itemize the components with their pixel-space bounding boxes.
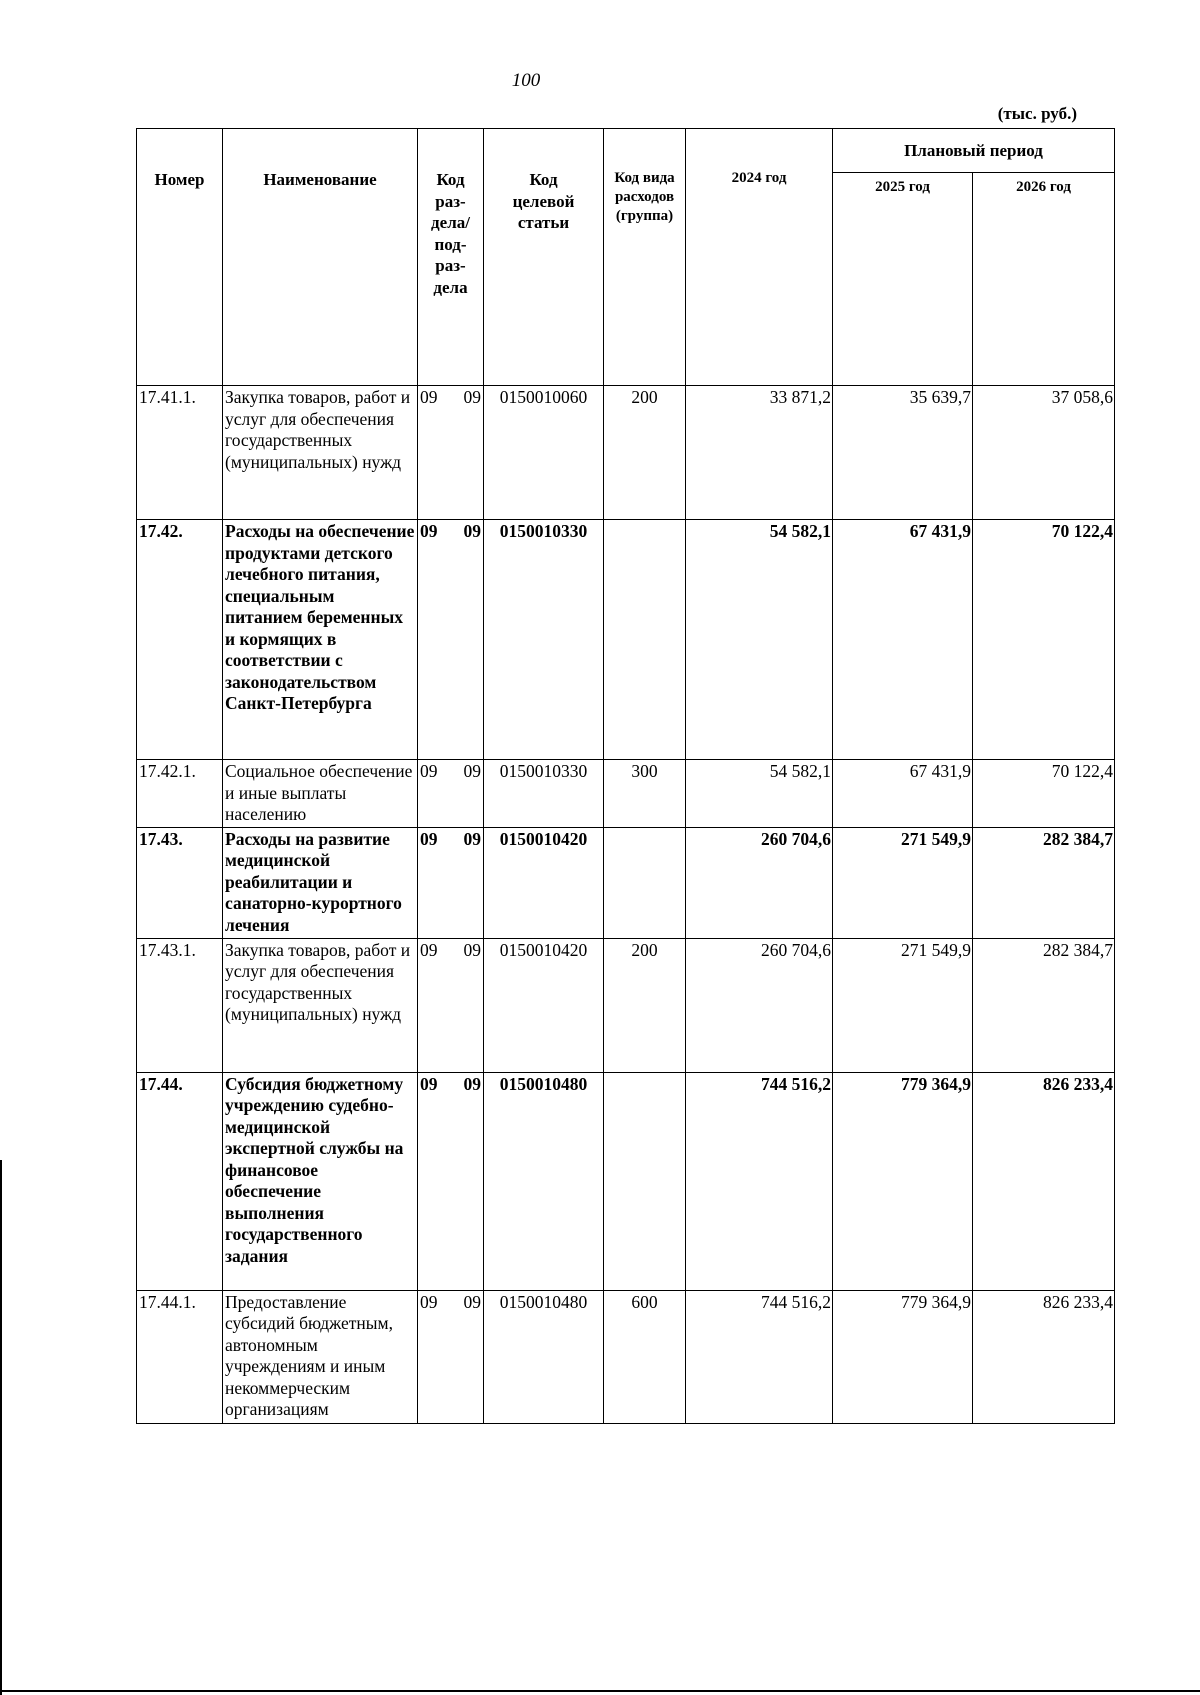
- table-row: [137, 760, 1115, 828]
- row-subsection-code: 09: [463, 828, 481, 849]
- units-label: (тыс. руб.): [997, 104, 1077, 123]
- row-amount-2024: 260 704,6: [686, 938, 833, 1072]
- row-section-code: 09: [420, 387, 438, 407]
- table-row: [137, 827, 1115, 938]
- row-section-code: 09: [420, 521, 438, 541]
- header-target: [484, 129, 604, 386]
- row-expense-code: [604, 1072, 686, 1290]
- header-target-line: Код: [529, 170, 558, 189]
- row-target-code: 0150010480: [484, 1072, 604, 1290]
- row-subsection-code: 09: [463, 1073, 481, 1094]
- row-name: Расходы на обеспечение продуктами детского лечебного питания, специальным питанием беременных и кормящих в соответствии с законодательством Санкт-Петербурга: [223, 520, 418, 760]
- header-section: [418, 129, 484, 386]
- row-amount-2024: 744 516,2: [686, 1290, 833, 1423]
- row-amount-2025: 35 639,7: [833, 386, 973, 520]
- row-expense-code: 300: [604, 760, 686, 828]
- row-amount-2026: 37 058,6: [973, 386, 1115, 520]
- row-target-code: 0150010420: [484, 827, 604, 938]
- row-target-code: 0150010480: [484, 1290, 604, 1423]
- row-number: 17.43.1.: [137, 938, 223, 1072]
- table-row: [137, 386, 1115, 520]
- header-2025: 2025 год: [833, 172, 973, 385]
- row-section: [418, 1072, 484, 1290]
- row-section-code: 09: [420, 761, 438, 781]
- row-amount-2024: 744 516,2: [686, 1072, 833, 1290]
- header-section-line: раз-: [435, 191, 466, 211]
- header-target-line: статьи: [517, 213, 570, 232]
- row-section: [418, 1290, 484, 1423]
- row-section-code: 09: [420, 1073, 438, 1094]
- row-name: Расходы на развитие медицинской реабилитации и санаторно-курортного лечения: [223, 827, 418, 938]
- row-amount-2024: 260 704,6: [686, 827, 833, 938]
- header-expense-line: Код вида: [614, 170, 675, 186]
- header-section-line: Код: [436, 170, 465, 189]
- row-number: 17.42.: [137, 520, 223, 760]
- row-amount-2025: 779 364,9: [833, 1072, 973, 1290]
- header-expense-line: расходов: [614, 189, 675, 205]
- row-amount-2025: 779 364,9: [833, 1290, 973, 1423]
- header-2024: 2024 год: [686, 129, 833, 386]
- row-amount-2026: 826 233,4: [973, 1290, 1115, 1423]
- row-section: [418, 520, 484, 760]
- row-name: Социальное обеспечение и иные выплаты населению: [223, 760, 418, 828]
- row-target-code: 0150010420: [484, 938, 604, 1072]
- row-subsection-code: 09: [463, 761, 481, 781]
- row-expense-code: 600: [604, 1290, 686, 1423]
- header-planned-period: Плановый период: [833, 129, 1115, 173]
- row-name: Закупка товаров, работ и услуг для обеспечения государственных (муниципальных) нужд: [223, 938, 418, 1072]
- scan-edge-bottom: [0, 1690, 1200, 1692]
- row-target-code: 0150010330: [484, 520, 604, 760]
- row-section: [418, 760, 484, 828]
- table-row: [137, 938, 1115, 1072]
- header-number: Номер: [137, 129, 223, 386]
- row-section: [418, 827, 484, 938]
- row-expense-code: 200: [604, 386, 686, 520]
- row-amount-2025: 271 549,9: [833, 827, 973, 938]
- header-section-line: дела/: [431, 213, 470, 232]
- row-target-code: 0150010060: [484, 386, 604, 520]
- row-target-code: 0150010330: [484, 760, 604, 828]
- row-section: [418, 386, 484, 520]
- row-amount-2024: 54 582,1: [686, 520, 833, 760]
- row-number: 17.41.1.: [137, 386, 223, 520]
- header-row-1: [137, 129, 1115, 173]
- row-expense-code: [604, 520, 686, 760]
- page-number: 100: [511, 70, 541, 91]
- header-section-line: раз-: [435, 256, 466, 275]
- budget-table: [136, 128, 1115, 1424]
- header-name: Наименование: [223, 129, 418, 386]
- row-number: 17.42.1.: [137, 760, 223, 828]
- row-name: Закупка товаров, работ и услуг для обеспечения государственных (муниципальных) нужд: [223, 386, 418, 520]
- row-name: Субсидия бюджетному учреждению судебно-медицинской экспертной службы на финансовое обеспечение выполнения государственного задания: [223, 1072, 418, 1290]
- table-row: [137, 520, 1115, 760]
- row-amount-2025: 67 431,9: [833, 760, 973, 828]
- row-section-code: 09: [420, 939, 438, 960]
- row-amount-2026: 282 384,7: [973, 827, 1115, 938]
- row-subsection-code: 09: [463, 1291, 481, 1312]
- row-amount-2024: 33 871,2: [686, 386, 833, 520]
- row-expense-code: 200: [604, 938, 686, 1072]
- header-expense-line: (группа): [615, 208, 674, 224]
- row-expense-code: [604, 827, 686, 938]
- row-amount-2025: 67 431,9: [833, 520, 973, 760]
- row-section: [418, 938, 484, 1072]
- row-amount-2026: 70 122,4: [973, 760, 1115, 828]
- header-section-line: под-: [434, 234, 467, 254]
- scan-edge-left: [0, 1160, 2, 1695]
- row-section-code: 09: [420, 1291, 438, 1312]
- row-amount-2024: 54 582,1: [686, 760, 833, 828]
- header-target-line: целевой: [512, 191, 575, 211]
- row-number: 17.44.1.: [137, 1290, 223, 1423]
- row-amount-2026: 70 122,4: [973, 520, 1115, 760]
- table-row: [137, 1072, 1115, 1290]
- header-section-line: дела: [433, 277, 468, 297]
- row-subsection-code: 09: [463, 387, 481, 407]
- row-amount-2025: 271 549,9: [833, 938, 973, 1072]
- row-amount-2026: 282 384,7: [973, 938, 1115, 1072]
- header-2026: 2026 год: [973, 172, 1115, 385]
- row-subsection-code: 09: [463, 521, 481, 541]
- row-amount-2026: 826 233,4: [973, 1072, 1115, 1290]
- row-name: Предоставление субсидий бюджетным, автономным учреждениям и иным некоммерческим организациям: [223, 1290, 418, 1423]
- row-subsection-code: 09: [463, 939, 481, 960]
- row-number: 17.43.: [137, 827, 223, 938]
- header-expense: [604, 129, 686, 386]
- row-section-code: 09: [420, 828, 438, 849]
- row-number: 17.44.: [137, 1072, 223, 1290]
- table-row: [137, 1290, 1115, 1423]
